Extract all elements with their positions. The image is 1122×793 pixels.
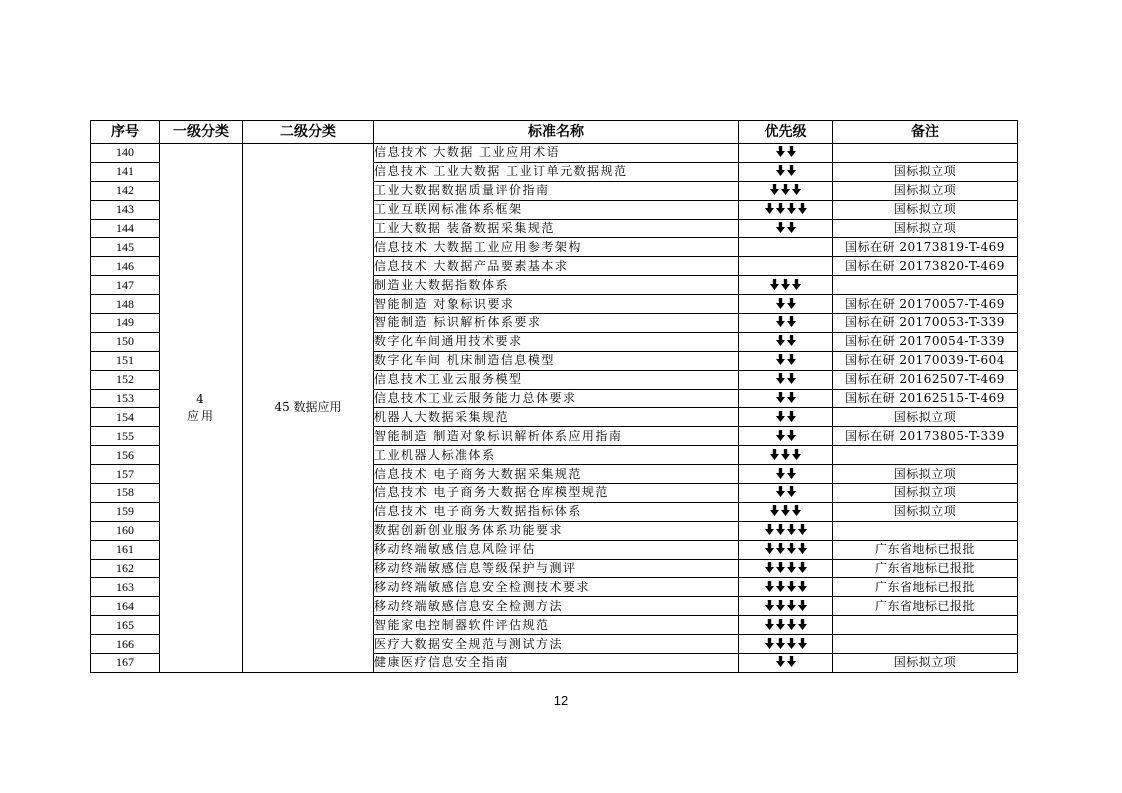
down-arrow-icon xyxy=(765,600,774,611)
priority-cell xyxy=(739,314,833,333)
priority-cell xyxy=(739,238,833,257)
down-arrow-icon xyxy=(792,184,801,195)
priority-cell xyxy=(739,219,833,238)
down-arrow-icon xyxy=(781,184,790,195)
priority-cell xyxy=(739,257,833,276)
down-arrow-icon xyxy=(798,619,807,630)
down-arrow-icon xyxy=(776,619,785,630)
level1-number: 4 xyxy=(196,391,206,406)
standard-name: 工业大数据数据质量评价指南 xyxy=(374,181,739,200)
priority-cell xyxy=(739,446,833,465)
down-arrow-icon xyxy=(765,581,774,592)
standard-name: 工业互联网标准体系框架 xyxy=(374,200,739,219)
priority-cell xyxy=(739,181,833,200)
down-arrow-icon xyxy=(776,298,785,309)
row-seq: 160 xyxy=(91,521,160,540)
note-cell xyxy=(833,521,1018,540)
standard-name: 智能家电控制器软件评估规范 xyxy=(374,616,739,635)
note-cell xyxy=(833,144,1018,163)
down-arrow-icon xyxy=(787,165,796,176)
priority-cell xyxy=(739,465,833,484)
priority-cell xyxy=(739,162,833,181)
down-arrow-icon xyxy=(787,298,796,309)
down-arrow-icon xyxy=(787,562,796,573)
row-seq: 158 xyxy=(91,484,160,503)
down-arrow-icon xyxy=(765,562,774,573)
note-cell xyxy=(833,446,1018,465)
note-cell: 国标拟立项 xyxy=(833,200,1018,219)
down-arrow-icon xyxy=(798,562,807,573)
level2-cell: 45 数据应用 xyxy=(243,144,374,673)
standard-name: 移动终端敏感信息安全检测方法 xyxy=(374,597,739,616)
standard-name: 信息技术 电子商务大数据仓库模型规范 xyxy=(374,484,739,503)
note-cell: 国标拟立项 xyxy=(833,408,1018,427)
down-arrow-icon xyxy=(787,600,796,611)
row-seq: 141 xyxy=(91,162,160,181)
down-arrow-icon xyxy=(798,203,807,214)
row-seq: 155 xyxy=(91,427,160,446)
priority-cell xyxy=(739,295,833,314)
down-arrow-icon xyxy=(776,543,785,554)
note-cell: 国标拟立项 xyxy=(833,219,1018,238)
down-arrow-icon xyxy=(787,392,796,403)
down-arrow-icon xyxy=(776,146,785,157)
note-cell xyxy=(833,276,1018,295)
note-cell: 国标拟立项 xyxy=(833,465,1018,484)
note-cell: 国标在研 20173820-T-469 xyxy=(833,257,1018,276)
row-seq: 164 xyxy=(91,597,160,616)
standard-name: 机器人大数据采集规范 xyxy=(374,408,739,427)
table-body xyxy=(91,144,1018,673)
down-arrow-icon xyxy=(798,543,807,554)
row-seq: 151 xyxy=(91,351,160,370)
down-arrow-icon xyxy=(787,638,796,649)
row-seq: 147 xyxy=(91,276,160,295)
standard-name: 移动终端敏感信息等级保护与测评 xyxy=(374,559,739,578)
standard-name: 健康医疗信息安全指南 xyxy=(374,654,739,673)
down-arrow-icon xyxy=(792,279,801,290)
row-seq: 165 xyxy=(91,616,160,635)
standard-name: 信息技术工业云服务模型 xyxy=(374,370,739,389)
header-name: 标准名称 xyxy=(374,121,739,144)
down-arrow-icon xyxy=(776,165,785,176)
note-cell: 广东省地标已报批 xyxy=(833,578,1018,597)
down-arrow-icon xyxy=(798,524,807,535)
standard-name: 智能制造 对象标识要求 xyxy=(374,295,739,314)
row-seq: 156 xyxy=(91,446,160,465)
standard-name: 移动终端敏感信息风险评估 xyxy=(374,540,739,559)
row-seq: 162 xyxy=(91,559,160,578)
down-arrow-icon xyxy=(798,581,807,592)
standard-name: 工业大数据 装备数据采集规范 xyxy=(374,219,739,238)
standard-name: 信息技术 大数据工业应用参考架构 xyxy=(374,238,739,257)
priority-cell xyxy=(739,351,833,370)
priority-cell xyxy=(739,635,833,654)
header-level2: 二级分类 xyxy=(243,121,374,144)
row-seq: 146 xyxy=(91,257,160,276)
note-cell: 广东省地标已报批 xyxy=(833,559,1018,578)
down-arrow-icon xyxy=(776,316,785,327)
down-arrow-icon xyxy=(787,316,796,327)
row-seq: 159 xyxy=(91,502,160,521)
down-arrow-icon xyxy=(776,600,785,611)
note-cell: 国标拟立项 xyxy=(833,484,1018,503)
down-arrow-icon xyxy=(776,562,785,573)
priority-cell xyxy=(739,200,833,219)
down-arrow-icon xyxy=(787,430,796,441)
row-seq: 163 xyxy=(91,578,160,597)
priority-cell xyxy=(739,427,833,446)
note-cell: 国标在研 20170054-T-339 xyxy=(833,332,1018,351)
row-seq: 143 xyxy=(91,200,160,219)
note-cell: 国标拟立项 xyxy=(833,181,1018,200)
header-seq: 序号 xyxy=(91,121,160,144)
down-arrow-icon xyxy=(787,619,796,630)
note-cell: 国标在研 20173819-T-469 xyxy=(833,238,1018,257)
down-arrow-icon xyxy=(776,430,785,441)
table-row xyxy=(91,144,1018,163)
standard-name: 信息技术 电子商务大数据采集规范 xyxy=(374,465,739,484)
standard-name: 信息技术 工业大数据 工业订单元数据规范 xyxy=(374,162,739,181)
down-arrow-icon xyxy=(765,524,774,535)
standard-name: 移动终端敏感信息安全检测技术要求 xyxy=(374,578,739,597)
down-arrow-icon xyxy=(776,656,785,667)
standard-name: 数字化车间通用技术要求 xyxy=(374,332,739,351)
down-arrow-icon xyxy=(776,203,785,214)
row-seq: 145 xyxy=(91,238,160,257)
down-arrow-icon xyxy=(798,638,807,649)
note-cell: 国标在研 20170039-T-604 xyxy=(833,351,1018,370)
row-seq: 152 xyxy=(91,370,160,389)
down-arrow-icon xyxy=(776,392,785,403)
standard-name: 信息技术 电子商务大数据指标体系 xyxy=(374,502,739,521)
page-number: 12 xyxy=(553,693,569,708)
note-cell: 国标拟立项 xyxy=(833,162,1018,181)
header-level1: 一级分类 xyxy=(160,121,243,144)
down-arrow-icon xyxy=(787,373,796,384)
down-arrow-icon xyxy=(770,449,779,460)
down-arrow-icon xyxy=(787,468,796,479)
down-arrow-icon xyxy=(798,600,807,611)
down-arrow-icon xyxy=(787,656,796,667)
down-arrow-icon xyxy=(787,203,796,214)
standard-name: 数字化车间 机床制造信息模型 xyxy=(374,351,739,370)
row-seq: 154 xyxy=(91,408,160,427)
standards-table xyxy=(90,120,1018,673)
header-priority: 优先级 xyxy=(739,121,833,144)
note-cell: 国标在研 20170057-T-469 xyxy=(833,295,1018,314)
row-seq: 153 xyxy=(91,389,160,408)
down-arrow-icon xyxy=(770,184,779,195)
standard-name: 医疗大数据安全规范与测试方法 xyxy=(374,635,739,654)
priority-cell xyxy=(739,144,833,163)
down-arrow-icon xyxy=(781,279,790,290)
priority-cell xyxy=(739,597,833,616)
priority-cell xyxy=(739,578,833,597)
priority-cell xyxy=(739,389,833,408)
down-arrow-icon xyxy=(776,524,785,535)
down-arrow-icon xyxy=(792,449,801,460)
down-arrow-icon xyxy=(787,486,796,497)
row-seq: 161 xyxy=(91,540,160,559)
down-arrow-icon xyxy=(776,581,785,592)
priority-cell xyxy=(739,370,833,389)
row-seq: 157 xyxy=(91,465,160,484)
priority-cell xyxy=(739,540,833,559)
down-arrow-icon xyxy=(787,222,796,233)
row-seq: 140 xyxy=(91,144,160,163)
priority-cell xyxy=(739,276,833,295)
note-cell: 广东省地标已报批 xyxy=(833,597,1018,616)
note-cell: 广东省地标已报批 xyxy=(833,540,1018,559)
standard-name: 智能制造 制造对象标识解析体系应用指南 xyxy=(374,427,739,446)
level1-label: 应用 xyxy=(186,408,215,423)
priority-cell xyxy=(739,484,833,503)
note-cell: 国标拟立项 xyxy=(833,502,1018,521)
standard-name: 工业机器人标准体系 xyxy=(374,446,739,465)
down-arrow-icon xyxy=(787,581,796,592)
standard-name: 制造业大数据指数体系 xyxy=(374,276,739,295)
note-cell: 国标在研 20170053-T-339 xyxy=(833,314,1018,333)
note-cell: 国标在研 20173805-T-339 xyxy=(833,427,1018,446)
down-arrow-icon xyxy=(787,335,796,346)
row-seq: 149 xyxy=(91,314,160,333)
priority-cell xyxy=(739,502,833,521)
down-arrow-icon xyxy=(776,335,785,346)
down-arrow-icon xyxy=(765,203,774,214)
standard-name: 信息技术 大数据 工业应用术语 xyxy=(374,144,739,163)
note-cell: 国标在研 20162515-T-469 xyxy=(833,389,1018,408)
standard-name: 数据创新创业服务体系功能要求 xyxy=(374,521,739,540)
row-seq: 148 xyxy=(91,295,160,314)
priority-cell xyxy=(739,521,833,540)
down-arrow-icon xyxy=(770,505,779,516)
note-cell xyxy=(833,635,1018,654)
down-arrow-icon xyxy=(776,373,785,384)
down-arrow-icon xyxy=(781,505,790,516)
down-arrow-icon xyxy=(776,354,785,365)
down-arrow-icon xyxy=(765,638,774,649)
down-arrow-icon xyxy=(765,543,774,554)
down-arrow-icon xyxy=(781,449,790,460)
priority-cell xyxy=(739,559,833,578)
down-arrow-icon xyxy=(787,411,796,422)
row-seq: 150 xyxy=(91,332,160,351)
priority-cell xyxy=(739,654,833,673)
table-header-row xyxy=(91,121,1018,144)
down-arrow-icon xyxy=(792,505,801,516)
down-arrow-icon xyxy=(765,619,774,630)
note-cell: 国标拟立项 xyxy=(833,654,1018,673)
note-cell: 国标在研 20162507-T-469 xyxy=(833,370,1018,389)
standard-name: 智能制造 标识解析体系要求 xyxy=(374,314,739,333)
down-arrow-icon xyxy=(776,222,785,233)
down-arrow-icon xyxy=(770,279,779,290)
row-seq: 167 xyxy=(91,654,160,673)
down-arrow-icon xyxy=(776,468,785,479)
down-arrow-icon xyxy=(776,486,785,497)
standard-name: 信息技术 大数据产品要素基本求 xyxy=(374,257,739,276)
priority-cell xyxy=(739,616,833,635)
row-seq: 144 xyxy=(91,219,160,238)
standard-name: 信息技术工业云服务能力总体要求 xyxy=(374,389,739,408)
note-cell xyxy=(833,616,1018,635)
down-arrow-icon xyxy=(776,638,785,649)
row-seq: 142 xyxy=(91,181,160,200)
down-arrow-icon xyxy=(776,411,785,422)
level1-cell xyxy=(160,144,243,673)
priority-cell xyxy=(739,332,833,351)
down-arrow-icon xyxy=(787,524,796,535)
down-arrow-icon xyxy=(787,354,796,365)
row-seq: 166 xyxy=(91,635,160,654)
down-arrow-icon xyxy=(787,543,796,554)
header-note: 备注 xyxy=(833,121,1018,144)
down-arrow-icon xyxy=(787,146,796,157)
priority-cell xyxy=(739,408,833,427)
